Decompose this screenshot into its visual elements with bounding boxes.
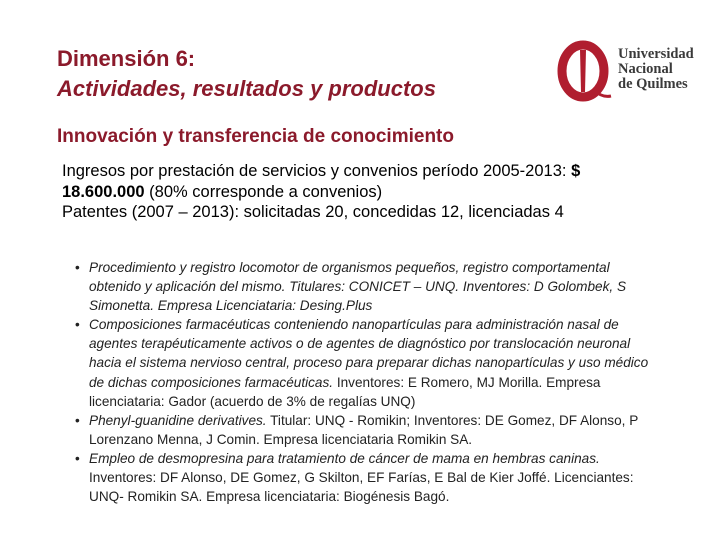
patent-title: Composiciones farmacéuticas conteniendo nanopartículas para administración nasal de agentes terapéuticamente activos o de agentes de diagnóstico por translocación neuronal hacia el sistema nervioso central, proceso para preparar dichas nanopartículas y uso médico de dichas composiciones farmacéuticas. xyxy=(89,317,649,390)
list-item xyxy=(75,315,665,410)
patent-title: Procedimiento y registro locomotor de organismos pequeños, registro comportamental obtenido y aplicación del mismo. Titulares: CONICET – UNQ. Inventores: D Golombek, S Simonetta. Empresa Licenciataria: Desing.Plus xyxy=(89,260,627,314)
logo-line-3: de Quilmes xyxy=(618,76,688,92)
title-line-1: Dimensión 6: xyxy=(57,46,196,71)
patent-details: Inventores: DF Alonso, DE Gomez, G Skilton, EF Farías, E Bal de Kier Joffé. Licenciantes: UNQ- Romikin SA. Empresa licenciataria: Biogénesis Bagó. xyxy=(89,470,634,505)
patent-title: Empleo de desmopresina para tratamiento de cáncer de mama en hembras caninas. xyxy=(89,450,600,466)
patent-details: Inventores: E Romero, MJ Morilla. Empresa licenciataria: Gador (acuerdo de 3% de regalías UNQ) xyxy=(89,374,601,409)
list-item xyxy=(75,258,665,315)
logo-line-2: Nacional xyxy=(618,61,673,77)
unq-q-logo-icon xyxy=(556,40,616,102)
ingresos-prefix: Ingresos por prestación de servicios y convenios período 2005-2013: xyxy=(62,162,572,180)
logo-line-1: Universidad xyxy=(618,46,694,62)
patent-list xyxy=(75,258,665,506)
patent-title: Phenyl-guanidine derivatives. xyxy=(89,412,267,428)
ingresos-paragraph xyxy=(62,161,662,202)
university-logo xyxy=(556,40,706,102)
list-item xyxy=(75,411,665,449)
patent-details: Titular: UNQ - Romikin; Inventores: DE Gomez, DF Alonso, P Lorenzano Menna, J Comin. Empresa licenciataria Romikin SA. xyxy=(89,412,639,447)
intro-text xyxy=(62,161,662,223)
section-subtitle: Innovación y transferencia de conocimiento xyxy=(57,126,454,147)
ingresos-suffix: (80% corresponde a convenios) xyxy=(144,182,383,201)
ingresos-amount: $ 18.600.000 xyxy=(62,162,581,201)
logo-wordmark xyxy=(618,47,694,92)
title-line-2: Actividades, resultados y productos xyxy=(57,76,436,101)
patentes-paragraph: Patentes (2007 – 2013): solicitadas 20, concedidas 12, licenciadas 4 xyxy=(62,203,564,221)
slide-title xyxy=(57,44,436,104)
list-item xyxy=(75,449,665,506)
